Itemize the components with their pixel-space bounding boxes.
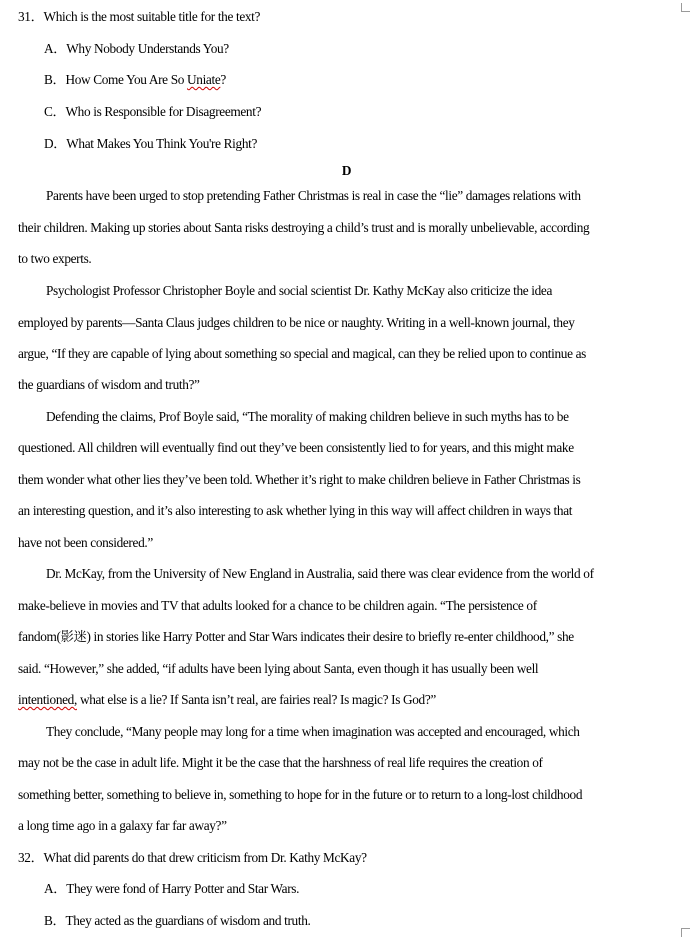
passage-line: make-believe in movies and TV that adults looked for a chance to be children again. “The persistence of [18,598,537,613]
passage-line: Psychologist Professor Christopher Boyle and social scientist Dr. Kathy McKay also criticize the idea [46,283,553,298]
passage-line: employed by parents—Santa Claus judges children to be nice or naughty. Writing in a well-known journal, they [18,315,575,330]
passage-line: Parents have been urged to stop pretending Father Christmas is real in case the “lie” damages relations with [46,188,581,203]
option-b-suffix: ? [220,72,226,87]
passage-line: a long time ago in a galaxy far far away?” [18,818,227,833]
question-32-stem: 32．What did parents do that drew criticism from Dr. Kathy McKay? [18,850,367,865]
passage-line: them wonder what other lies they’ve been told. Whether it’s right to make children believe in Father Christmas is [18,472,581,487]
passage-line: have not been considered.” [18,535,153,550]
passage-line: Defending the claims, Prof Boyle said, “The morality of making children believe in such myths has to be [46,409,569,424]
passage-line: an interesting question, and it’s also interesting to ask whether lying in this way will affect children in ways that [18,503,573,518]
passage-line: They conclude, “Many people may long for a time when imagination was accepted and encouraged, which [46,724,580,739]
question-31-stem: 31．Which is the most suitable title for the text? [18,9,261,24]
question-31-option-a: A．Why Nobody Understands You? [44,41,229,56]
passage-line: the guardians of wisdom and truth?” [18,377,200,392]
passage-line: said. “However,” she added, “if adults have been lying about Santa, even though it has usually been well [18,661,539,676]
flagged-word-intentioned: intentioned, [18,692,77,707]
passage-line: Dr. McKay, from the University of New England in Australia, said there was clear evidence from the world of [46,566,594,581]
passage-line: may not be the case in adult life. Might it be the case that the harshness of real life requires the creation of [18,755,543,770]
option-b-prefix: B．How Come You Are So [44,72,188,87]
question-31-option-c: C．Who is Responsible for Disagreement? [44,104,262,119]
section-title: D [341,163,352,178]
flagged-word-uniate: Uniate [187,72,221,87]
page-corner-mark-top-right [681,3,690,12]
passage-line: fandom(影迷) in stories like Harry Potter and Star Wars indicates their desire to briefly re-enter childhood,” she [18,629,574,644]
question-31-option-d: D．What Makes You Think You're Right? [44,136,258,151]
question-32-option-a: A．They were fond of Harry Potter and Star Wars. [44,881,300,896]
passage-line: to two experts. [18,251,92,266]
passage-line: questioned. All children will eventually find out they’ve been consistently lied to for years, and this might make [18,440,574,455]
passage-line: their children. Making up stories about Santa risks destroying a child’s trust and is morally unbelievable, according [18,220,590,235]
passage-line: argue, “If they are capable of lying about something so special and magical, can they be relied upon to continue as [18,346,586,361]
passage-line-rest: what else is a lie? If Santa isn’t real, are fairies real? Is magic? Is God?” [79,692,436,707]
page-corner-mark-bottom-right [681,928,690,937]
question-31-option-b [44,72,226,88]
question-32-option-b: B．They acted as the guardians of wisdom and truth. [44,913,311,928]
passage-line: something better, something to believe in, something to hope for in the future or to return to a long-lost childhood [18,787,583,802]
passage-line [18,692,436,708]
